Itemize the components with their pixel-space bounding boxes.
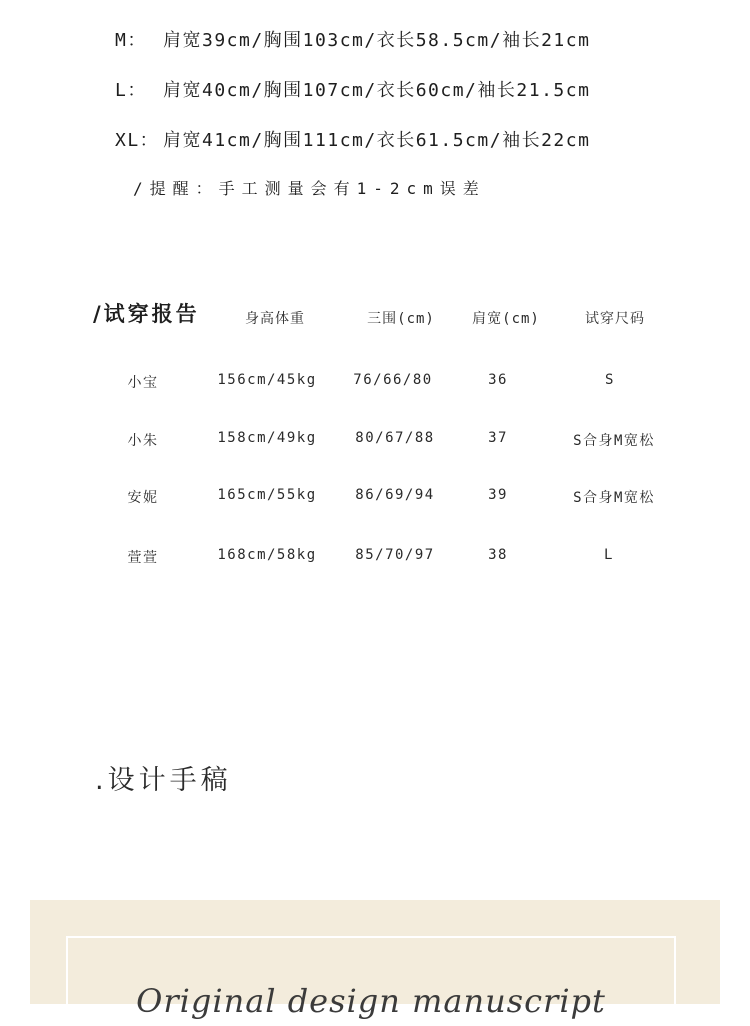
cell-name: 安妮 — [127, 490, 159, 506]
header-fit-size: 试穿尺码 — [585, 311, 645, 327]
cell-fit-size: S合身M宽松 — [573, 433, 655, 449]
header-height-weight: 身高体重 — [245, 311, 305, 327]
cell-height-weight: 158cm/49kg — [217, 430, 317, 446]
manuscript-frame — [66, 936, 676, 1026]
cell-fit-size: S — [605, 372, 615, 388]
cell-name: 小朱 — [127, 433, 159, 449]
size-line-l — [115, 76, 590, 102]
size-label: XL： — [115, 130, 160, 151]
header-shoulder: 肩宽(cm) — [472, 311, 540, 327]
size-label: L： — [115, 80, 147, 101]
cell-fit-size: L — [604, 547, 614, 563]
manuscript-heading: Original design manuscript — [136, 982, 606, 1020]
cell-shoulder: 36 — [488, 372, 508, 388]
cell-shoulder: 39 — [488, 487, 508, 503]
cell-shoulder: 37 — [488, 430, 508, 446]
cell-shoulder: 38 — [488, 547, 508, 563]
design-section-title: .设计手稿 — [95, 765, 232, 796]
size-spec: 肩宽41cm/胸围111cm/衣长61.5cm/袖长22cm — [163, 130, 591, 151]
header-measurements: 三围(cm) — [367, 311, 435, 327]
cell-measurements: 86/69/94 — [355, 487, 435, 503]
cell-fit-size: S合身M宽松 — [573, 490, 655, 506]
size-line-xl — [115, 126, 590, 152]
measurement-note: /提醒：手工测量会有1-2cm误差 — [133, 179, 486, 198]
cell-height-weight: 168cm/58kg — [217, 547, 317, 563]
fit-report-title: /试穿报告 — [93, 302, 200, 326]
cell-measurements: 85/70/97 — [355, 547, 435, 563]
cell-measurements: 80/67/88 — [355, 430, 435, 446]
size-spec: 肩宽40cm/胸围107cm/衣长60cm/袖长21.5cm — [163, 80, 591, 101]
cell-measurements: 76/66/80 — [353, 372, 433, 388]
cell-height-weight: 165cm/55kg — [217, 487, 317, 503]
size-line-m — [115, 26, 590, 52]
size-spec: 肩宽39cm/胸围103cm/衣长58.5cm/袖长21cm — [163, 30, 591, 51]
size-label: M： — [115, 30, 147, 51]
manuscript-panel — [30, 900, 720, 1020]
cell-name: 小宝 — [127, 375, 159, 391]
cell-height-weight: 156cm/45kg — [217, 372, 317, 388]
cell-name: 萱萱 — [127, 550, 159, 566]
